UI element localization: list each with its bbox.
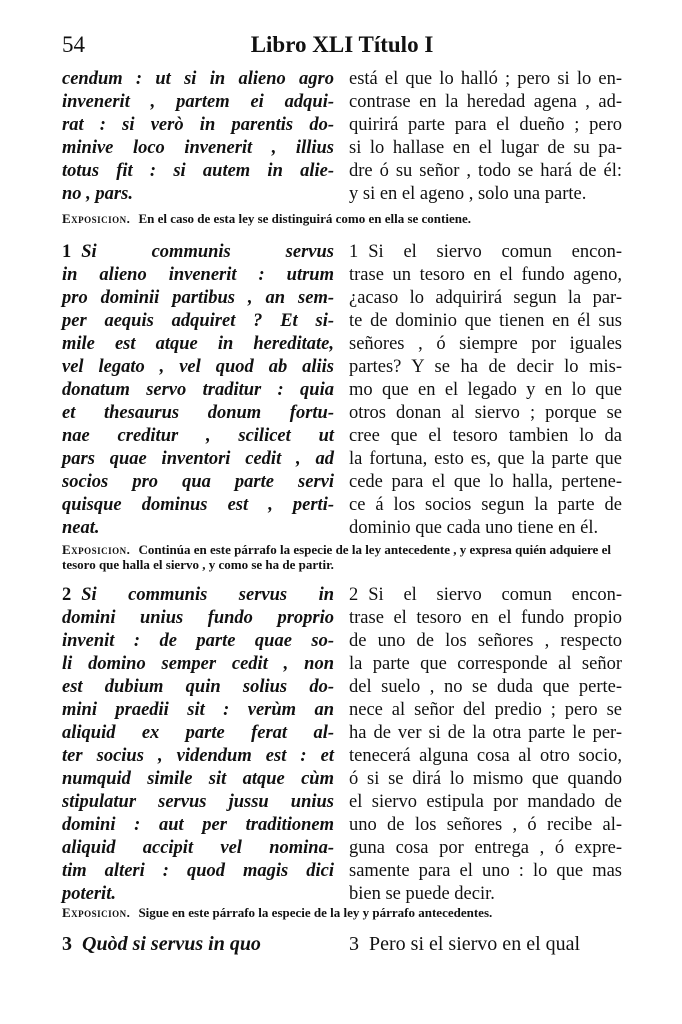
latin-line: pars quae inventori cedit , ad	[62, 449, 334, 469]
latin-line: neat.	[62, 518, 100, 538]
latin-line: aliquid accipit vel nomina-	[62, 838, 334, 858]
spanish-line	[349, 584, 622, 607]
latin-line: ter socius , videndum est : et	[62, 746, 334, 766]
latin-line: et thesaurus donum fortu-	[62, 403, 334, 423]
spanish-line: otros donan al siervo ; porque se	[349, 403, 622, 423]
spanish-text-2	[349, 584, 622, 906]
spanish-line: nece al señor del predio ; pero se	[349, 700, 622, 720]
latin-line: cendum : ut si in alieno agro	[62, 69, 334, 89]
latin-line-text: Quòd si servus in quo	[82, 933, 261, 955]
paragraph-number: 2	[349, 585, 359, 605]
latin-line: nae creditur , scilicet ut	[62, 426, 334, 446]
paragraph-number: 3	[62, 933, 72, 955]
running-title: Libro XLI Título I	[250, 32, 434, 57]
spanish-line: te de dominio que tienen en él sus	[349, 311, 622, 331]
latin-line: donatum servo traditur : quia	[62, 380, 334, 400]
spanish-line: ¿acaso lo adquirirá segun la par-	[349, 288, 622, 308]
spanish-line: del suelo , no se duda que perte-	[349, 677, 622, 697]
page-number: 54	[62, 32, 85, 57]
latin-line: mini praedii sit : verùm an	[62, 700, 334, 720]
spanish-line: tenecerá alguna cosa al otro socio,	[349, 746, 622, 766]
spanish-line	[349, 241, 622, 264]
paragraph-number: 1	[349, 242, 359, 262]
exposicion-note-0	[62, 211, 627, 226]
latin-line-text: Si communis servus	[81, 242, 334, 262]
latin-text-0	[62, 68, 334, 206]
spanish-line: el siervo estipula por mandado de	[349, 792, 622, 812]
latin-line: pro dominii partibus , an sem-	[62, 288, 334, 308]
spanish-line: señores , ó siempre por iguales	[349, 334, 622, 354]
spanish-line: partes? Y se ha de decir lo mis-	[349, 357, 622, 377]
exposicion-label: Exposicion.	[62, 542, 131, 557]
latin-line: per aequis adquiret ? Et si-	[62, 311, 334, 331]
spanish-line: trase el tesoro en el fundo propio	[349, 608, 622, 628]
latin-line: socios pro qua parte servi	[62, 472, 334, 492]
spanish-line-text: Pero si el siervo en el qual	[369, 933, 581, 955]
latin-line	[62, 933, 334, 956]
latin-line: invenerit , partem ei adqui-	[62, 92, 334, 112]
latin-line: vel legato , vel quod ab aliis	[62, 357, 334, 377]
spanish-line: está el que lo halló ; pero si lo en-	[349, 69, 622, 89]
latin-line: stipulatur servus jussu unius	[62, 792, 334, 812]
spanish-line: ó si se dirá lo mismo que quando	[349, 769, 622, 789]
exposicion-text: En el caso de esta ley se distinguirá como en ella se contiene.	[138, 211, 471, 226]
latin-text-2	[62, 584, 334, 906]
spanish-text-0	[349, 68, 622, 206]
latin-line: numquid simile sit atque cùm	[62, 769, 334, 789]
latin-line	[62, 241, 334, 264]
spanish-line: uno de los señores , ó recibe al-	[349, 815, 622, 835]
exposicion-text: Sigue en este párrafo la especie de la ley y párrafo antecedentes.	[138, 905, 493, 920]
latin-line	[62, 584, 334, 607]
spanish-line: ce á los socios segun la parte de	[349, 495, 622, 515]
latin-text-3	[62, 933, 334, 956]
exposicion-text: Continúa en este párrafo la especie de la ley antecedente , y expresa quién adquiere el tesoro que halla el siervo , y como se ha de partir.	[62, 542, 611, 572]
paragraph-number: 2	[62, 585, 72, 605]
latin-line: domini : aut per traditionem	[62, 815, 334, 835]
exposicion-note-2	[62, 905, 627, 920]
latin-line: est dubium quin solius do-	[62, 677, 334, 697]
latin-line: no , pars.	[62, 184, 133, 204]
spanish-line: cree que el tesoro tambien lo da	[349, 426, 622, 446]
latin-text-1	[62, 241, 334, 540]
spanish-line: contrase en la heredad agena , ad-	[349, 92, 622, 112]
spanish-line: mo que en el legado y en lo que	[349, 380, 622, 400]
paragraph-number: 3	[349, 933, 359, 955]
latin-line: in alieno invenerit : utrum	[62, 265, 334, 285]
spanish-line: bien se puede decir.	[349, 884, 495, 904]
page-header	[62, 32, 622, 62]
latin-line: aliquid ex parte ferat al-	[62, 723, 334, 743]
latin-line: poterit.	[62, 884, 116, 904]
latin-line: minive loco invenerit , illius	[62, 138, 334, 158]
latin-line: rat : si verò in parentis do-	[62, 115, 334, 135]
spanish-text-3	[349, 933, 622, 956]
latin-line: tim alteri : quod magis dici	[62, 861, 334, 881]
spanish-line: ha de ver si de la otra parte le per-	[349, 723, 622, 743]
spanish-line: si lo hallase en el lugar de su pa-	[349, 138, 622, 158]
latin-line: totus fit : si autem in alie-	[62, 161, 334, 181]
spanish-line: la parte que corresponde al señor	[349, 654, 622, 674]
spanish-line-text: Si el siervo comun encon-	[368, 242, 622, 262]
latin-line: quisque dominus est , perti-	[62, 495, 334, 515]
spanish-line-text: Si el siervo comun encon-	[368, 585, 622, 605]
spanish-line: dre ó su señor , todo se hará de él:	[349, 161, 622, 181]
exposicion-note-1	[62, 542, 627, 572]
exposicion-label: Exposicion.	[62, 211, 131, 226]
latin-line: mile est atque in hereditate,	[62, 334, 334, 354]
spanish-line: y si en el ageno , solo una parte.	[349, 184, 587, 204]
spanish-line: cede para el que lo halla, pertene-	[349, 472, 622, 492]
latin-line-text: Si communis servus in	[81, 585, 334, 605]
spanish-line: trase un tesoro en el fundo ageno,	[349, 265, 622, 285]
spanish-line: de uno de los señores , respecto	[349, 631, 622, 651]
spanish-line: dominio que cada uno tiene en él.	[349, 518, 599, 538]
spanish-line	[349, 933, 622, 956]
paragraph-number: 1	[62, 242, 72, 262]
spanish-line: la fortuna, esto es, que la parte que	[349, 449, 622, 469]
spanish-line: guna cosa por entrega , ó expre-	[349, 838, 622, 858]
spanish-line: samente para el uno : lo que mas	[349, 861, 622, 881]
spanish-line: quirirá parte para el dueño ; pero	[349, 115, 622, 135]
latin-line: domini unius fundo proprio	[62, 608, 334, 628]
latin-line: invenit : de parte quae so-	[62, 631, 334, 651]
exposicion-label: Exposicion.	[62, 905, 131, 920]
spanish-text-1	[349, 241, 622, 540]
latin-line: li domino semper cedit , non	[62, 654, 334, 674]
